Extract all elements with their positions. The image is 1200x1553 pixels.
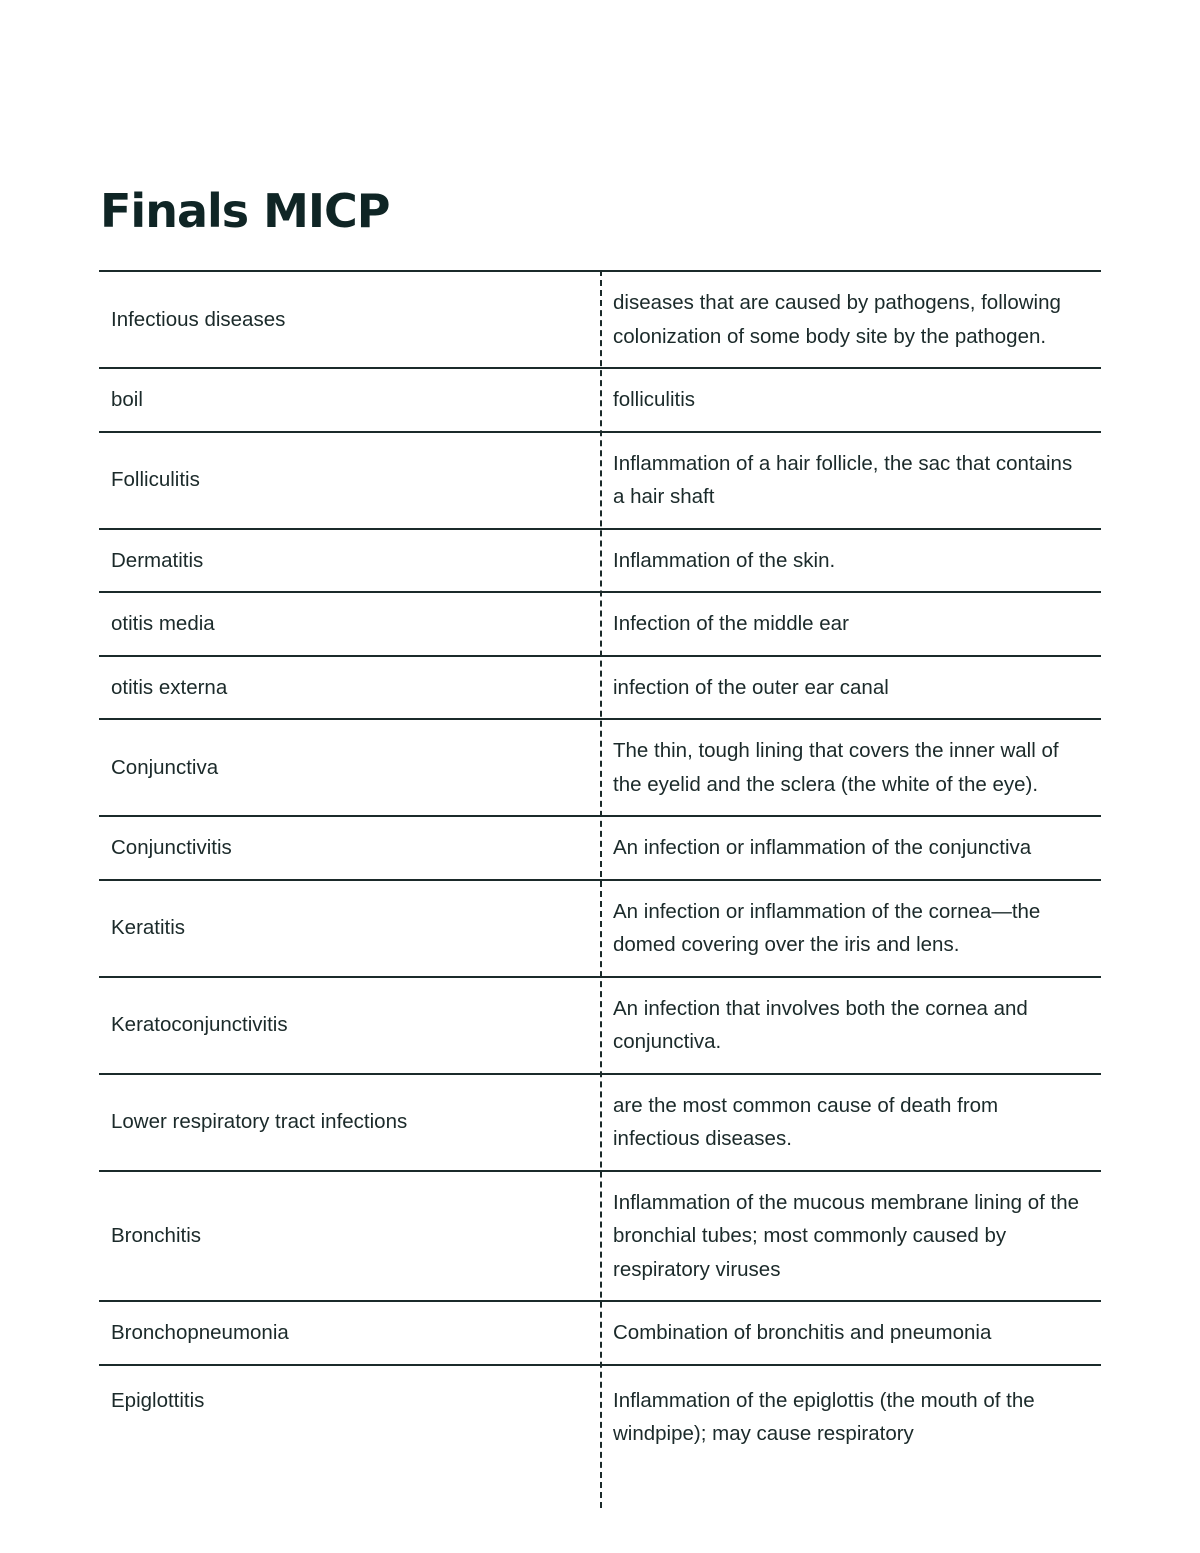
definition-cell: Inflammation of the epiglottis (the mouth of the windpipe); may cause respiratory: [613, 1388, 1035, 1445]
flashcard-table: [99, 270, 1101, 1508]
column-divider: [600, 270, 602, 1508]
definition-cell: Combination of bronchitis and pneumonia: [613, 1321, 992, 1344]
term-cell: Keratoconjunctivitis: [111, 1013, 288, 1037]
definition-cell: An infection or inflammation of the cornea—the domed covering over the iris and lens.: [613, 899, 1041, 956]
term-cell: otitis externa: [111, 675, 228, 699]
definition-cell: diseases that are caused by pathogens, following colonization of some body site by the pathogen.: [613, 291, 1061, 348]
term-cell: Dermatitis: [111, 548, 204, 572]
definition-cell: The thin, tough lining that covers the inner wall of the eyelid and the sclera (the white of the eye).: [613, 739, 1059, 796]
definition-cell: Inflammation of the skin.: [613, 548, 836, 572]
definition-cell: folliculitis: [613, 388, 696, 411]
term-cell: Infectious diseases: [111, 307, 286, 331]
term-cell: Conjunctiva: [111, 755, 219, 779]
term-cell: boil: [111, 388, 143, 411]
page-title: Finals MICP: [100, 184, 390, 238]
definition-cell: are the most common cause of death from infectious diseases.: [613, 1093, 999, 1150]
term-cell: Bronchopneumonia: [111, 1321, 289, 1344]
definition-cell: Inflammation of a hair follicle, the sac that contains a hair shaft: [613, 451, 1073, 508]
term-cell: Keratitis: [111, 916, 186, 940]
definition-cell: An infection or inflammation of the conjunctiva: [613, 836, 1032, 859]
term-cell: Lower respiratory tract infections: [111, 1110, 408, 1134]
definition-cell: infection of the outer ear canal: [613, 675, 889, 699]
term-cell: Folliculitis: [111, 468, 200, 492]
term-cell: otitis media: [111, 612, 215, 635]
definition-cell: Inflammation of the mucous membrane lining of the bronchial tubes; most commonly caused by respiratory viruses: [613, 1190, 1080, 1281]
term-cell: Conjunctivitis: [111, 836, 232, 859]
term-cell: Bronchitis: [111, 1224, 202, 1247]
term-cell: Epiglottitis: [111, 1388, 205, 1412]
definition-cell: Infection of the middle ear: [613, 612, 849, 635]
definition-cell: An infection that involves both the cornea and conjunctiva.: [613, 996, 1028, 1053]
